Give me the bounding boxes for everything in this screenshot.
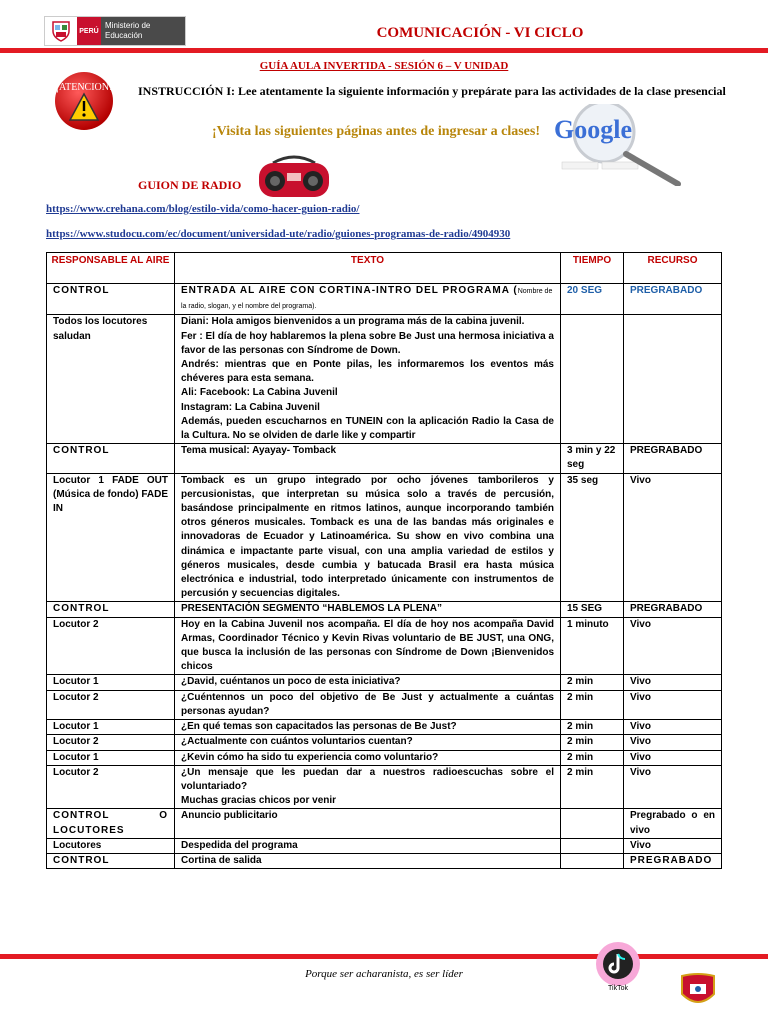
- cell-resp: Locutor 2: [47, 690, 175, 719]
- cell-res: Vivo: [624, 750, 722, 765]
- cell-time: 2 min: [561, 735, 624, 750]
- cell-resp: Locutor 2: [47, 735, 175, 750]
- cell-text: Tomback es un grupo integrado por ocho jóvenes tamborileros y percusionistas, que interpretan su música solo a través de percusión, basándose principalmente en ritmos latinos, aunque incorporando también otros géneros musicales. Tomback es una de las bandas más originales e innovadoras de Ecuador y Latinoamérica. Su show en vivo combina una dinámica e impactante parte visual, con una amplia variedad de estilos y géneros musicales, desde cumbia y batucada Brasil era hasta música electrónica e industrial, todo interpretado únicamente con instrumentos de percusión y secuencias digitales.: [175, 473, 561, 602]
- cell-res: Vivo: [624, 838, 722, 853]
- cell-resp: Locutor 2: [47, 617, 175, 675]
- line: Fer : El día de hoy hablaremos la plena sobre Be Just una hermosa iniciativa a favor de las personas con Síndrome de Down.: [181, 330, 554, 356]
- cell-resp: Locutor 1: [47, 720, 175, 735]
- cell-res: Vivo: [624, 690, 722, 719]
- visit-pages-text: ¡Visita las siguientes páginas antes de ingresar a clases!: [212, 124, 540, 139]
- page-title: COMUNICACIÓN - VI CICLO: [376, 25, 584, 41]
- cell-text: ¿En qué temas son capacitados las personas de Be Just?: [175, 720, 561, 735]
- table-row: [47, 284, 722, 315]
- cell-text: ¿Actualmente con cuántos voluntarios cuentan?: [175, 735, 561, 750]
- attention-label: ¡ATENCION!: [55, 82, 113, 93]
- header-responsable: RESPONSABLE AL AIRE: [47, 253, 175, 284]
- cell-res: Vivo: [624, 617, 722, 675]
- cell-resp: CONTROL: [47, 444, 175, 473]
- table-row: [47, 838, 722, 853]
- line: Andrés: mientras que en Ponte pilas, les informaremos los eventos más chéveres para esta semana.: [181, 359, 554, 385]
- cell-time: 1 minuto: [561, 617, 624, 675]
- boombox-icon: [255, 153, 333, 201]
- cell-resp: Locutores: [47, 838, 175, 853]
- cell-res: PREGRABADO: [624, 444, 722, 473]
- cell-resp: CONTROL O LOCUTORES: [47, 809, 175, 838]
- tiktok-label: TikTok: [608, 985, 628, 992]
- cell-resp: CONTROL: [47, 853, 175, 868]
- cell-time: 2 min: [561, 765, 624, 809]
- table-row: [47, 675, 722, 690]
- header-recurso: RECURSO: [624, 253, 722, 284]
- table-row: [47, 765, 722, 809]
- cell-time: 2 min: [561, 690, 624, 719]
- cell-res: Vivo: [624, 735, 722, 750]
- cell-resp: Todos los locutores saludan: [47, 315, 175, 444]
- header-divider: [0, 48, 768, 53]
- footer-motto: Porque ser acharanista, es ser líder: [305, 968, 463, 980]
- cell-resp: CONTROL: [47, 602, 175, 617]
- cell-text: Cortina de salida: [175, 853, 561, 868]
- cell-text: ¿Cuéntennos un poco del objetivo de Be Just y actualmente a cuántas personas ayudan?: [175, 690, 561, 719]
- google-word: Google: [554, 115, 632, 144]
- cell-time: 35 seg: [561, 473, 624, 602]
- line: Además, pueden escucharnos en TUNEIN con la aplicación Radio la Casa de la Cultura. No se olviden de darle like y compartir: [181, 415, 554, 442]
- cell-text: PRESENTACIÓN SEGMENTO “HABLEMOS LA PLENA”: [175, 602, 561, 617]
- cell-text: ¿David, cuéntanos un poco de esta iniciativa?: [175, 675, 561, 690]
- cell-text: [175, 315, 561, 444]
- attention-warning-icon: [46, 70, 118, 132]
- table-row: [47, 473, 722, 602]
- line: ¿Un mensaje que les puedan dar a nuestros radioescuchas sobre el voluntariado?: [181, 766, 554, 792]
- cell-text: Despedida del programa: [175, 838, 561, 853]
- radio-script-label: GUION DE RADIO: [138, 178, 242, 192]
- table-row: [47, 444, 722, 473]
- cell-text-note: Nombre de la radio, slogan, y el nombre del programa).: [181, 288, 553, 311]
- google-magnifier-icon: [552, 104, 687, 186]
- cell-resp: Locutor 1 FADE OUT (Música de fondo) FADE IN: [47, 473, 175, 602]
- cell-res: PREGRABADO: [624, 602, 722, 617]
- cell-time: 20 SEG: [561, 284, 624, 315]
- cell-text-main: ENTRADA AL AIRE CON CORTINA-INTRO DEL PROGRAMA (: [181, 285, 518, 296]
- cell-resp: Locutor 1: [47, 750, 175, 765]
- table-header-row: [47, 253, 722, 284]
- link-crehana[interactable]: https://www.crehana.com/blog/estilo-vida/como-hacer-guion-radio/: [46, 203, 360, 215]
- cell-resp: CONTROL: [47, 284, 175, 315]
- cell-res: Vivo: [624, 765, 722, 809]
- cell-resp: Locutor 2: [47, 765, 175, 809]
- logo-ministry: Ministerio de Educación: [101, 17, 185, 45]
- minedu-logo: [44, 16, 186, 46]
- cell-time: 2 min: [561, 720, 624, 735]
- radio-script-table: [46, 252, 722, 869]
- cell-res: [624, 315, 722, 444]
- cell-res: PREGRABADO: [624, 284, 722, 315]
- cell-time: [561, 838, 624, 853]
- cell-text: ¿Kevin cómo ha sido tu experiencia como voluntario?: [175, 750, 561, 765]
- cell-res: Vivo: [624, 720, 722, 735]
- cell-time: 2 min: [561, 675, 624, 690]
- header-texto: TEXTO: [175, 253, 561, 284]
- peru-shield-icon: [45, 17, 77, 45]
- cell-text: Hoy en la Cabina Juvenil nos acompaña. El día de hoy nos acompaña David Armas, Coordinador Técnico y Kevin Rivas voluntario de BE JUST, una ONG, que busca la inclusión de las personas con Síndrome de Down ¡Bienvenidos chicos: [175, 617, 561, 675]
- guide-title: GUÍA AULA INVERTIDA - SESIÓN 6 – V UNIDAD: [259, 60, 509, 72]
- cell-resp: Locutor 1: [47, 675, 175, 690]
- logo-country: PERÚ: [77, 17, 101, 45]
- table-row: [47, 720, 722, 735]
- cell-text: Anuncio publicitario: [175, 809, 561, 838]
- cell-res: PREGRABADO: [624, 853, 722, 868]
- cell-time: [561, 809, 624, 838]
- table-row: [47, 750, 722, 765]
- cell-time: 3 min y 22 seg: [561, 444, 624, 473]
- cell-res: Vivo: [624, 473, 722, 602]
- cell-text: [175, 765, 561, 809]
- footer-divider: [0, 954, 768, 959]
- table-row: [47, 735, 722, 750]
- table-row: [47, 315, 722, 444]
- school-emblem-icon: [676, 972, 720, 1010]
- instruction-text: INSTRUCCIÓN I: Lee atentamente la siguiente información y prepárate para las actividades de la clase presencial: [138, 84, 726, 98]
- cell-time: [561, 315, 624, 444]
- line: Diani: Hola amigos bienvenidos a un programa más de la cabina juvenil.: [181, 316, 525, 328]
- table-row: [47, 602, 722, 617]
- table-row: [47, 690, 722, 719]
- cell-res: Vivo: [624, 675, 722, 690]
- line: Ali: Facebook: La Cabina Juvenil: [181, 387, 338, 399]
- link-studocu[interactable]: https://www.studocu.com/ec/document/universidad-ute/radio/guiones-programas-de-radio/4904930: [46, 228, 511, 240]
- cell-text: Tema musical: Ayayay- Tomback: [175, 444, 561, 473]
- table-row: [47, 853, 722, 868]
- cell-text: [175, 284, 561, 315]
- table-row: [47, 809, 722, 838]
- cell-time: 15 SEG: [561, 602, 624, 617]
- tiktok-icon: [588, 938, 648, 996]
- line: Muchas gracias chicos por venir: [181, 795, 337, 807]
- header-tiempo: TIEMPO: [561, 253, 624, 284]
- cell-time: 2 min: [561, 750, 624, 765]
- cell-time: [561, 853, 624, 868]
- table-row: [47, 617, 722, 675]
- line: Instagram: La Cabina Juvenil: [181, 401, 320, 413]
- cell-res: Pregrabado o en vivo: [624, 809, 722, 838]
